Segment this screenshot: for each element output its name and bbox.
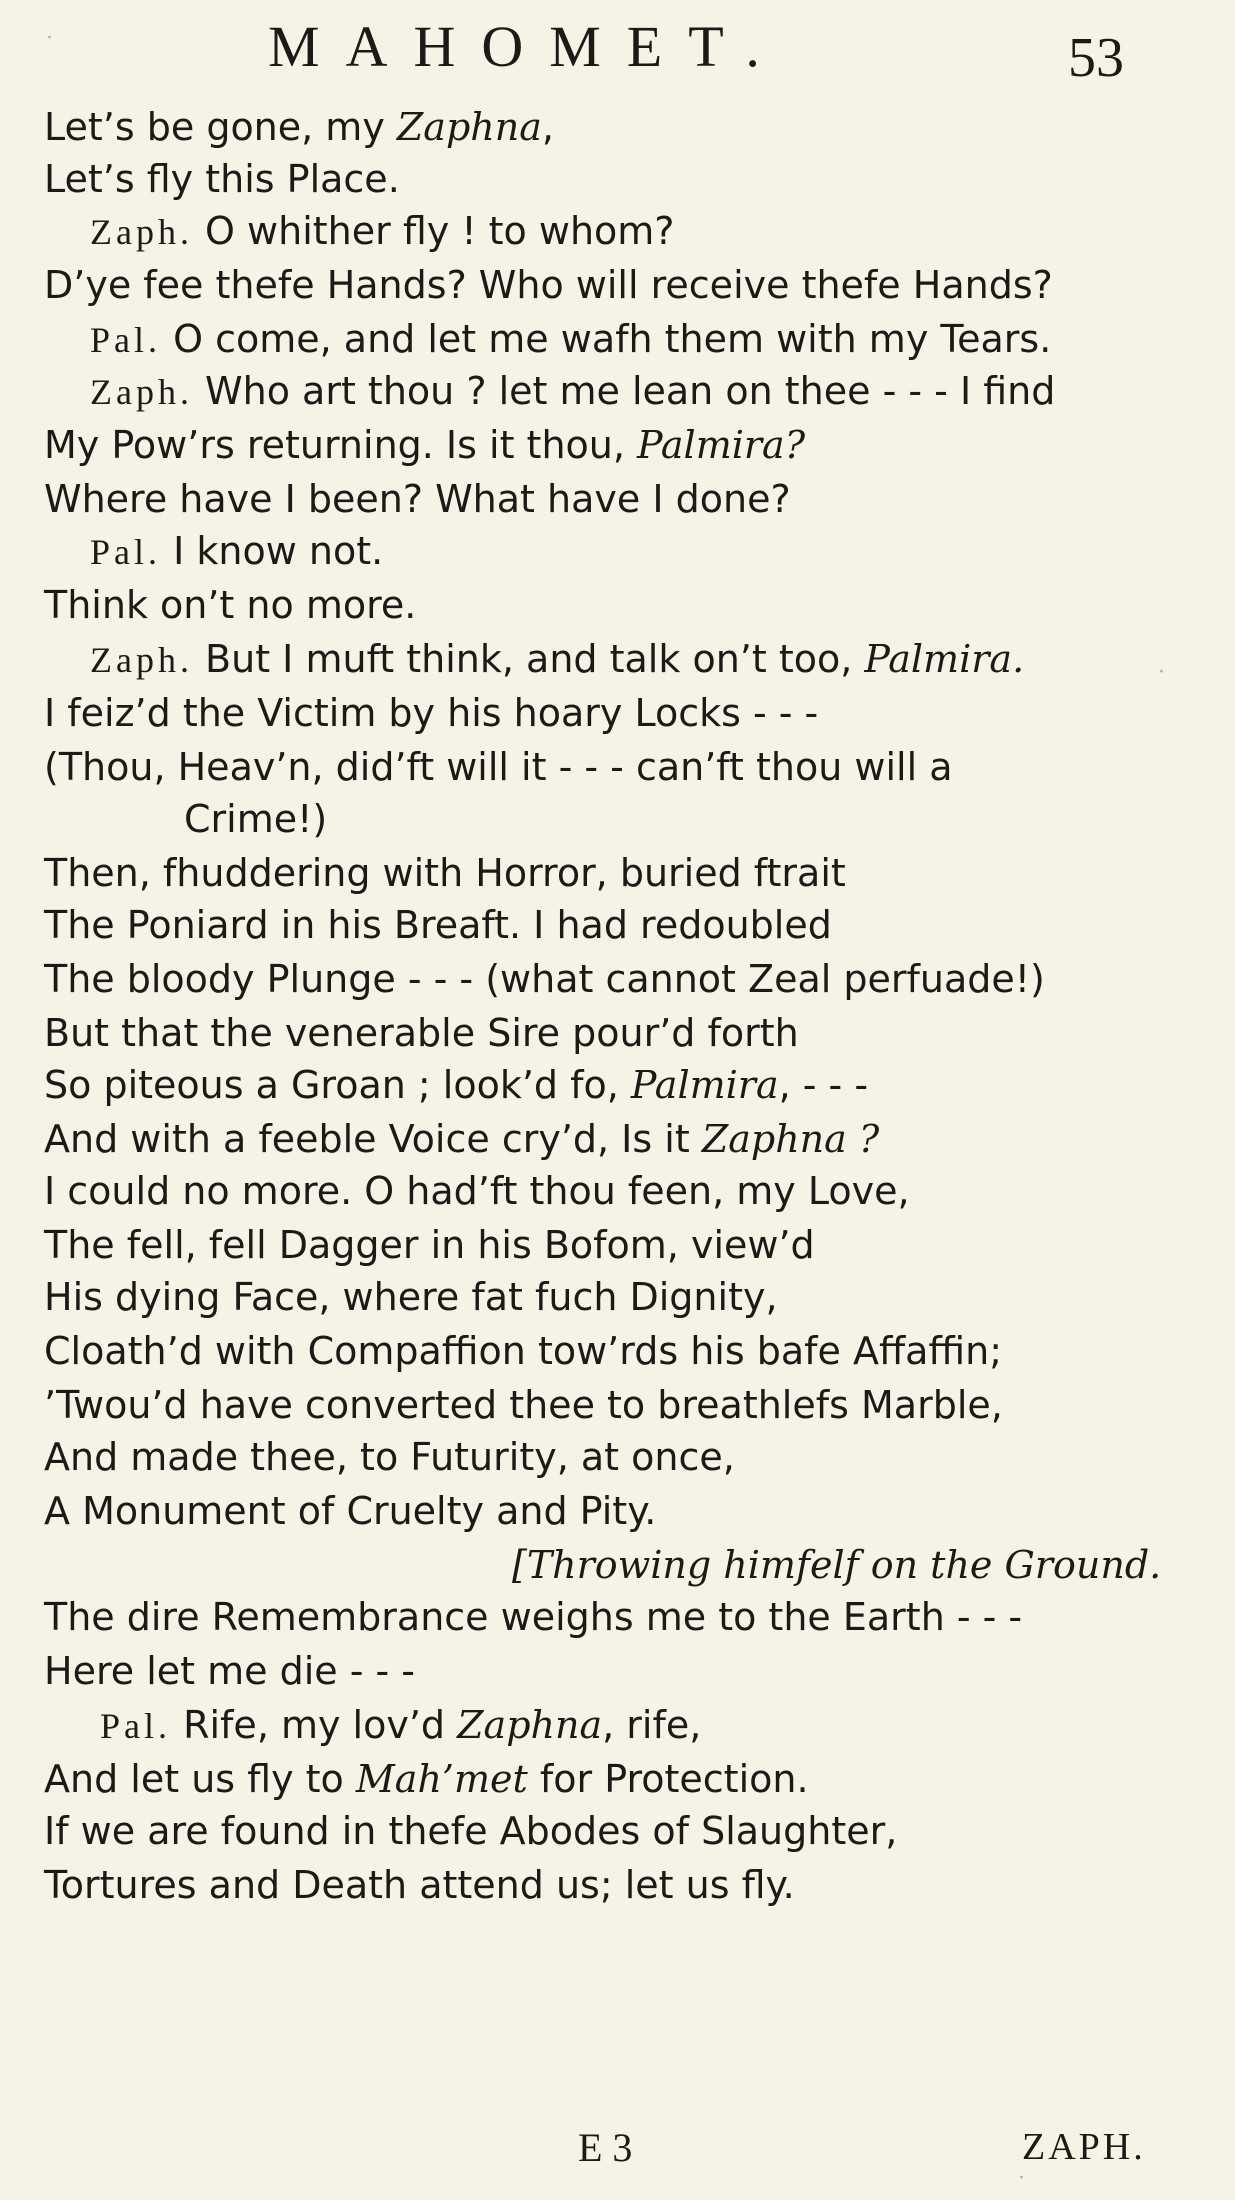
text-run: Who art thou ? let me lean on thee - - - I find	[192, 369, 1056, 413]
text-run: And let us fly to	[44, 1757, 356, 1801]
text-run: And made thee, to Futurity, at once,	[44, 1435, 735, 1479]
text-run: Let’s fly this Place.	[44, 157, 400, 201]
margin-speck: ·	[1158, 660, 1165, 685]
speaker-name: Pal.	[100, 1706, 172, 1746]
italic-run: Palmira?	[637, 423, 806, 467]
text-run: His dying Face, where fat fuch Dignity,	[44, 1275, 778, 1319]
text-run: Cloath’d with Compaffion tow’rds his bafe Affaffin;	[44, 1329, 1003, 1373]
text-line	[44, 157, 400, 201]
italic-run: Palmira.	[864, 637, 1025, 681]
text-run: And with a feeble Voice cry’d, Is it	[44, 1117, 702, 1161]
text-run: I know not.	[161, 529, 384, 573]
text-line	[184, 797, 328, 841]
catchword: ZAPH.	[1022, 2126, 1146, 2168]
text-run: Where have I been? What have I done?	[44, 477, 791, 521]
text-line	[44, 1275, 778, 1319]
text-run: O whither fly ! to whom?	[192, 209, 675, 253]
text-line	[44, 1383, 1003, 1427]
text-line	[44, 1169, 910, 1213]
margin-speck: ·	[1018, 2166, 1025, 2191]
text-line	[44, 1117, 880, 1161]
text-run: The Poniard in his Breaft. I had redoubled	[44, 903, 832, 947]
text-line	[44, 1757, 809, 1801]
text-run: ,	[541, 105, 554, 149]
speaker-name: Pal.	[90, 320, 162, 360]
text-line	[44, 903, 832, 947]
text-run: Let’s be gone, my	[44, 105, 397, 149]
text-line	[90, 369, 1056, 413]
text-line	[44, 1809, 898, 1853]
text-line	[44, 105, 554, 149]
text-run: The fell, fell Dagger in his Bofom, view’d	[44, 1223, 815, 1267]
speaker-name: Zaph.	[90, 640, 193, 680]
text-line	[44, 1329, 1003, 1373]
text-line	[44, 583, 417, 627]
text-run: ’Twou’d have converted thee to breathlefs Marble,	[44, 1383, 1003, 1427]
text-run: for Protection.	[527, 1757, 809, 1801]
text-line	[44, 851, 846, 895]
text-line	[100, 1703, 702, 1747]
text-run: Think on’t no more.	[44, 583, 417, 627]
text-line	[44, 1011, 799, 1055]
text-run: Rife, my lov’d	[171, 1703, 458, 1747]
text-run: But I muft think, and talk on’t too,	[192, 637, 865, 681]
text-run: Tortures and Death attend us; let us fly.	[44, 1863, 795, 1907]
text-line	[90, 529, 384, 573]
text-run: Crime!)	[184, 797, 328, 841]
text-run: , - - -	[778, 1063, 869, 1107]
text-line	[44, 1595, 1023, 1639]
speaker-name: Pal.	[90, 532, 162, 572]
text-run: But that the venerable Sire pour’d forth	[44, 1011, 799, 1055]
text-run: I feiz’d the Victim by his hoary Locks - - -	[44, 691, 819, 735]
text-run: My Pow’rs returning. Is it thou,	[44, 423, 638, 467]
italic-run: Palmira	[630, 1063, 779, 1107]
text-run: If we are found in thefe Abodes of Slaughter,	[44, 1809, 898, 1853]
text-run: So piteous a Groan ; look’d fo,	[44, 1063, 631, 1107]
page-number: 53	[1068, 27, 1124, 89]
text-line	[44, 1649, 416, 1693]
speaker-name: Zaph.	[90, 372, 193, 412]
text-line	[512, 1543, 1162, 1587]
text-run: Then, fhuddering with Horror, buried ftrait	[44, 851, 846, 895]
italic-run: Zaphna	[396, 105, 542, 149]
text-line	[44, 957, 1045, 1001]
text-run: D’ye fee thefe Hands? Who will receive thefe Hands?	[44, 263, 1053, 307]
margin-speck: ·	[46, 26, 53, 51]
text-run: I could no more. O had’ft thou feen, my Love,	[44, 1169, 910, 1213]
text-line	[44, 477, 791, 521]
italic-run: Zaphna	[457, 1703, 603, 1747]
text-run: (Thou, Heav’n, did’ft will it - - - can’ft thou will a	[44, 745, 953, 789]
text-line	[90, 637, 1025, 681]
text-line	[44, 263, 1053, 307]
text-line	[44, 1063, 869, 1107]
text-line	[44, 745, 953, 789]
italic-run: Mah’met	[355, 1757, 528, 1801]
italic-run: Zaphna ?	[701, 1117, 880, 1161]
text-line	[44, 1223, 815, 1267]
text-line	[44, 691, 819, 735]
text-line	[44, 1435, 735, 1479]
text-run: The dire Remembrance weighs me to the Earth - - -	[44, 1595, 1023, 1639]
text-line	[90, 317, 1052, 361]
text-run: Here let me die - - -	[44, 1649, 416, 1693]
text-run: O come, and let me wafh them with my Tears.	[161, 317, 1052, 361]
italic-run: [Throwing himfelf on the Ground.	[512, 1543, 1162, 1587]
text-line	[44, 1489, 657, 1533]
text-line	[44, 1863, 795, 1907]
text-line	[90, 209, 675, 253]
running-title: MAHOMET.	[268, 14, 786, 79]
text-run: A Monument of Cruelty and Pity.	[44, 1489, 657, 1533]
text-run: , rife,	[602, 1703, 702, 1747]
text-line	[44, 423, 806, 467]
speaker-name: Zaph.	[90, 212, 193, 252]
text-run: The bloody Plunge - - - (what cannot Zeal perfuade!)	[44, 957, 1045, 1001]
signature-mark: E 3	[578, 2125, 633, 2170]
